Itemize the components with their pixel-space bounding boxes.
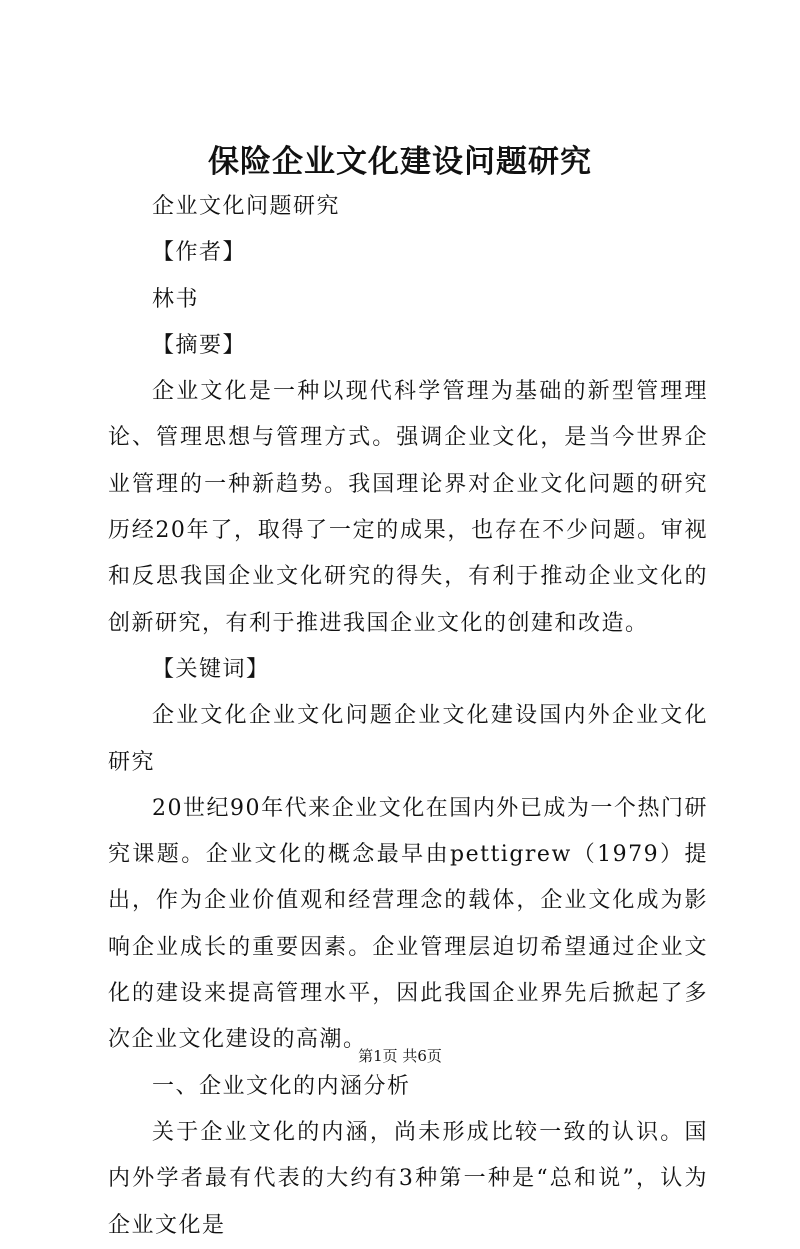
author-heading: 【作者】 [152,240,247,266]
section-heading: 一、企业文化的内涵分析 [152,1073,411,1099]
intro-paragraph: 20世纪90年代来企业文化在国内外已成为一个热门研究课题。企业文化的概念最早由pettigrew（1979）提出，作为企业价值观和经营理念的载体，企业文化成为影响企业成长的重要因素。企业管理层迫切希望通过企业文化的建设来提高管理水平，因此我国企业界先后掀起了多次企业文化建设的高潮。 [108,795,708,1053]
document-body [108,184,708,1249]
page-footer: 第1页 共6页 [358,1047,442,1065]
keywords-heading: 【关键词】 [152,656,270,682]
body-paragraph: 关于企业文化的内涵，尚未形成比较一致的认识。国内外学者最有代表的大约有3种第一种是“总和说”，认为企业文化是 [108,1119,708,1238]
document-title: 保险企业文化建设问题研究 [208,144,592,180]
keywords-paragraph: 企业文化企业文化问题企业文化建设国内外企业文化研究 [108,703,708,775]
abstract-heading: 【摘要】 [152,332,247,358]
subtitle-paragraph: 企业文化问题研究 [152,194,341,219]
author-name: 林书 [152,286,200,312]
abstract-paragraph: 企业文化是一种以现代科学管理为基础的新型管理理论、管理思想与管理方式。强调企业文化，是当今世界企业管理的一种新趋势。我国理论界对企业文化问题的研究历经20年了，取得了一定的成果，也存在不少问题。审视和反思我国企业文化研究的得失，有利于推动企业文化的创新研究，有利于推进我国企业文化的创建和改造。 [108,379,708,636]
